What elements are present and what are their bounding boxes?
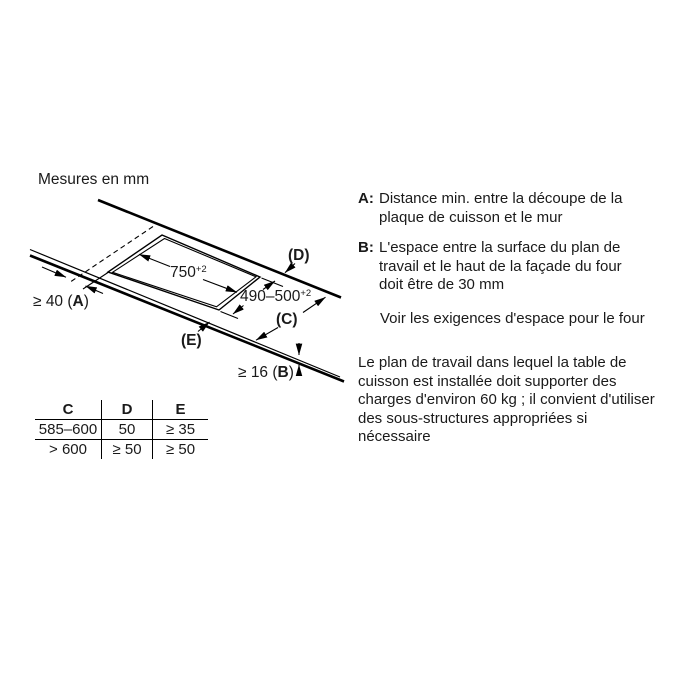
support-note-line: nécessaire	[358, 428, 431, 446]
table-cell: > 600	[35, 440, 102, 459]
support-note-line: cuisson est installée doit supporter des	[358, 372, 617, 390]
note-b-line: doit être de 30 mm	[379, 276, 505, 294]
support-note-line: des sous-structures appropriées si	[358, 409, 588, 427]
note-b-line: travail et le haut de la façade du four	[379, 257, 622, 275]
support-note-line: Le plan de travail dans lequel la table de	[358, 354, 627, 371]
note-a	[358, 190, 622, 227]
support-note-line: charges d'environ 60 kg ; il convient d'utiliser	[358, 391, 655, 409]
note-b-line: L'espace entre la surface du plan de	[379, 239, 621, 256]
table-cell: ≥ 50	[165, 441, 196, 458]
note-a-line: plaque de cuisson et le mur	[379, 208, 563, 226]
dimension-c-label: (C)	[276, 311, 298, 328]
table-header-c: C	[35, 400, 102, 420]
dimension-750-label: $750^{+2}$	[170, 263, 207, 282]
dimension-e-label: (E)	[181, 332, 202, 349]
oven-space-note: Voir les exigences d'espace pour le four	[380, 310, 645, 327]
dimension-490-label: $490-500^{+2}$	[240, 287, 312, 306]
dimension-b-label: ≥ 16 (B)	[238, 364, 294, 381]
dimensions-table	[35, 400, 208, 459]
note-a-line: Distance min. entre la découpe de la	[379, 190, 623, 207]
note-b	[358, 239, 622, 295]
table-cell: 585–600	[35, 420, 102, 440]
dimension-d-label: (D)	[288, 247, 310, 264]
table-header-d: D	[102, 400, 153, 420]
dimension-a-arrows	[42, 267, 108, 294]
note-b-label: B:	[358, 239, 374, 256]
table-cell: 50	[102, 420, 153, 440]
table-cell: ≥ 50	[102, 440, 153, 459]
table-header-e: E	[153, 400, 208, 420]
note-a-label: A:	[358, 190, 374, 207]
support-note	[358, 354, 655, 447]
dimension-a-label: ≥ 40 (A)	[33, 293, 89, 310]
table-cell: ≥ 35	[153, 420, 208, 440]
units-label: Mesures en mm	[38, 171, 150, 188]
